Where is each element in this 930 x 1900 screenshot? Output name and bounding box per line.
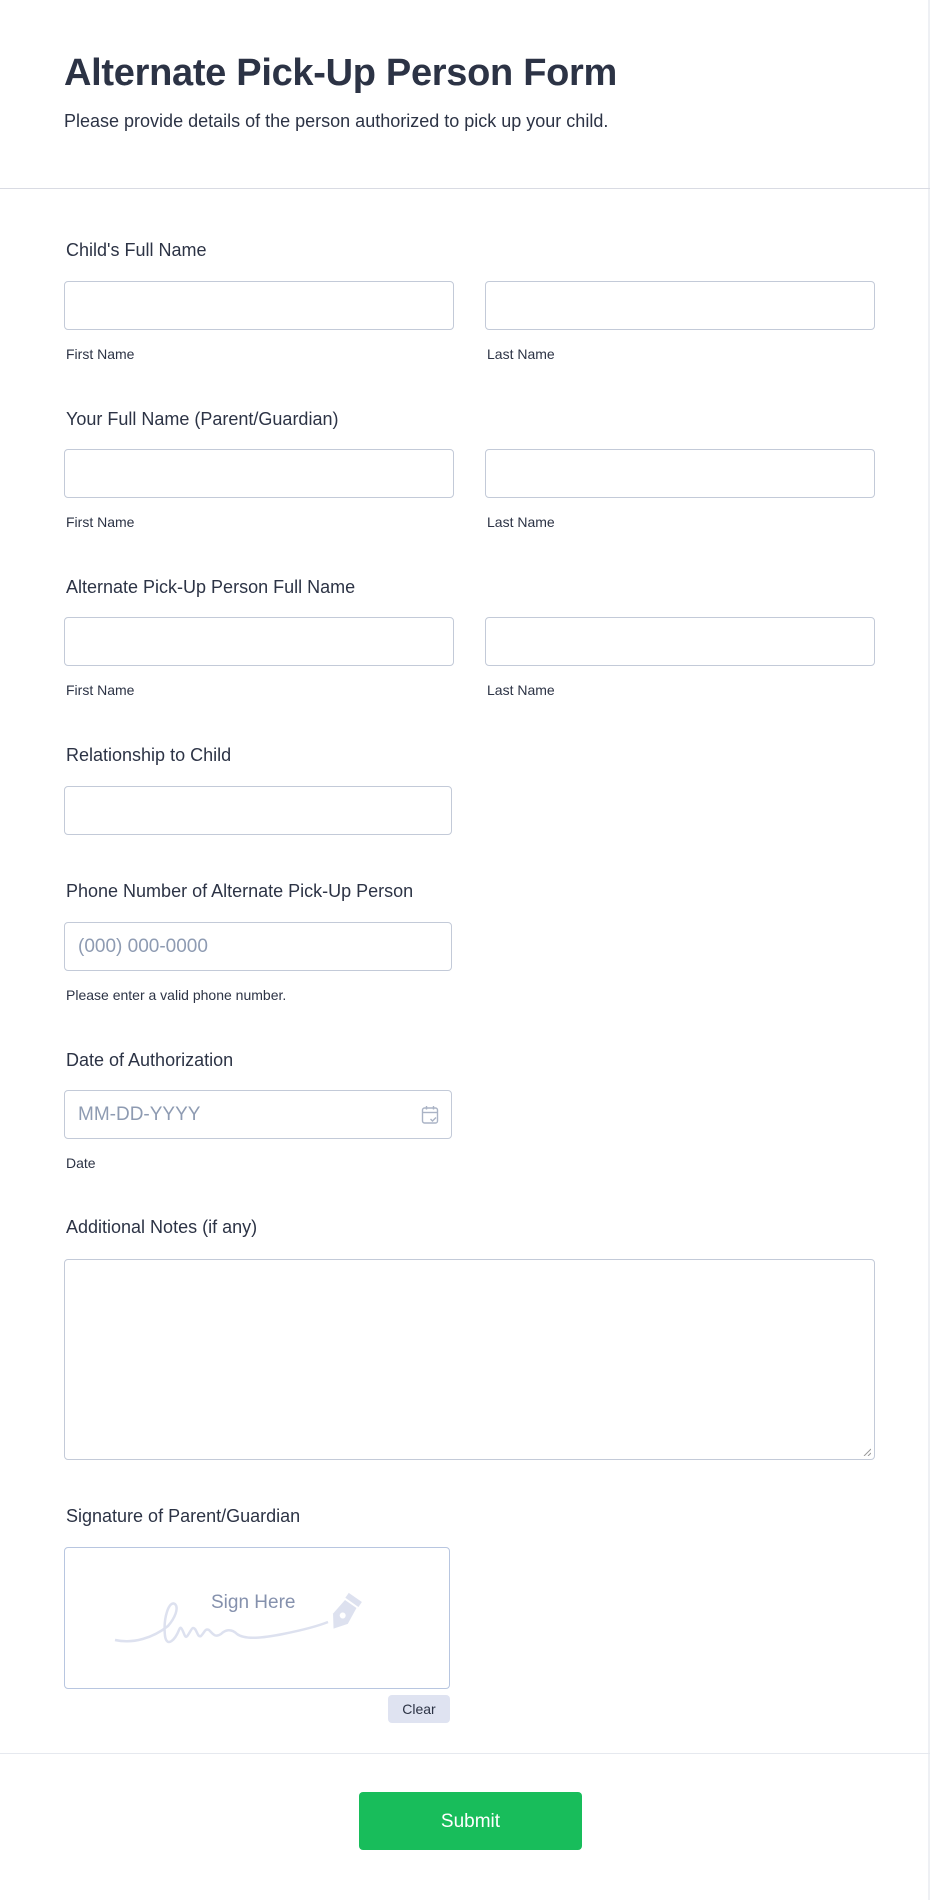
parent-name-label: Your Full Name (Parent/Guardian) [66,409,339,429]
child-first-name-input[interactable] [64,281,454,330]
date-sublabel: Date [66,1155,96,1171]
phone-placeholder: (000) 000-0000 [78,936,208,957]
page-subtitle: Please provide details of the person authorized to pick up your child. [64,111,609,131]
submit-button[interactable]: Submit [359,1792,582,1850]
phone-input[interactable] [64,922,452,971]
notes-textarea[interactable] [64,1259,875,1460]
parent-last-name-sublabel: Last Name [487,514,555,530]
clear-signature-button[interactable]: Clear [388,1695,450,1723]
relationship-label: Relationship to Child [66,745,232,765]
date-label: Date of Authorization [66,1050,234,1070]
header-divider [0,188,930,189]
alt-name-label: Alternate Pick-Up Person Full Name [66,577,356,597]
parent-last-name-input[interactable] [485,449,875,498]
notes-label: Additional Notes (if any) [66,1217,258,1237]
relationship-input[interactable] [64,786,452,835]
alt-last-name-input[interactable] [485,617,875,666]
parent-first-name-sublabel: First Name [66,514,135,530]
calendar-icon[interactable] [421,1105,439,1130]
signature-label: Signature of Parent/Guardian [66,1506,301,1526]
phone-label: Phone Number of Alternate Pick-Up Person [66,881,414,901]
phone-helper-text: Please enter a valid phone number. [66,987,287,1003]
signature-placeholder: Sign Here [211,1592,296,1613]
resize-handle-icon[interactable] [863,1448,871,1456]
child-name-label: Child's Full Name [66,240,207,260]
alt-first-name-sublabel: First Name [66,682,135,698]
child-last-name-sublabel: Last Name [487,346,555,362]
page-title: Alternate Pick-Up Person Form [64,52,617,94]
alt-last-name-sublabel: Last Name [487,682,555,698]
child-first-name-sublabel: First Name [66,346,135,362]
footer-divider [0,1753,930,1754]
signature-pad[interactable] [64,1547,450,1689]
date-input[interactable] [64,1090,452,1139]
child-last-name-input[interactable] [485,281,875,330]
parent-first-name-input[interactable] [64,449,454,498]
signature-scribble-icon [113,1588,403,1648]
date-placeholder: MM-DD-YYYY [78,1104,201,1125]
alt-first-name-input[interactable] [64,617,454,666]
